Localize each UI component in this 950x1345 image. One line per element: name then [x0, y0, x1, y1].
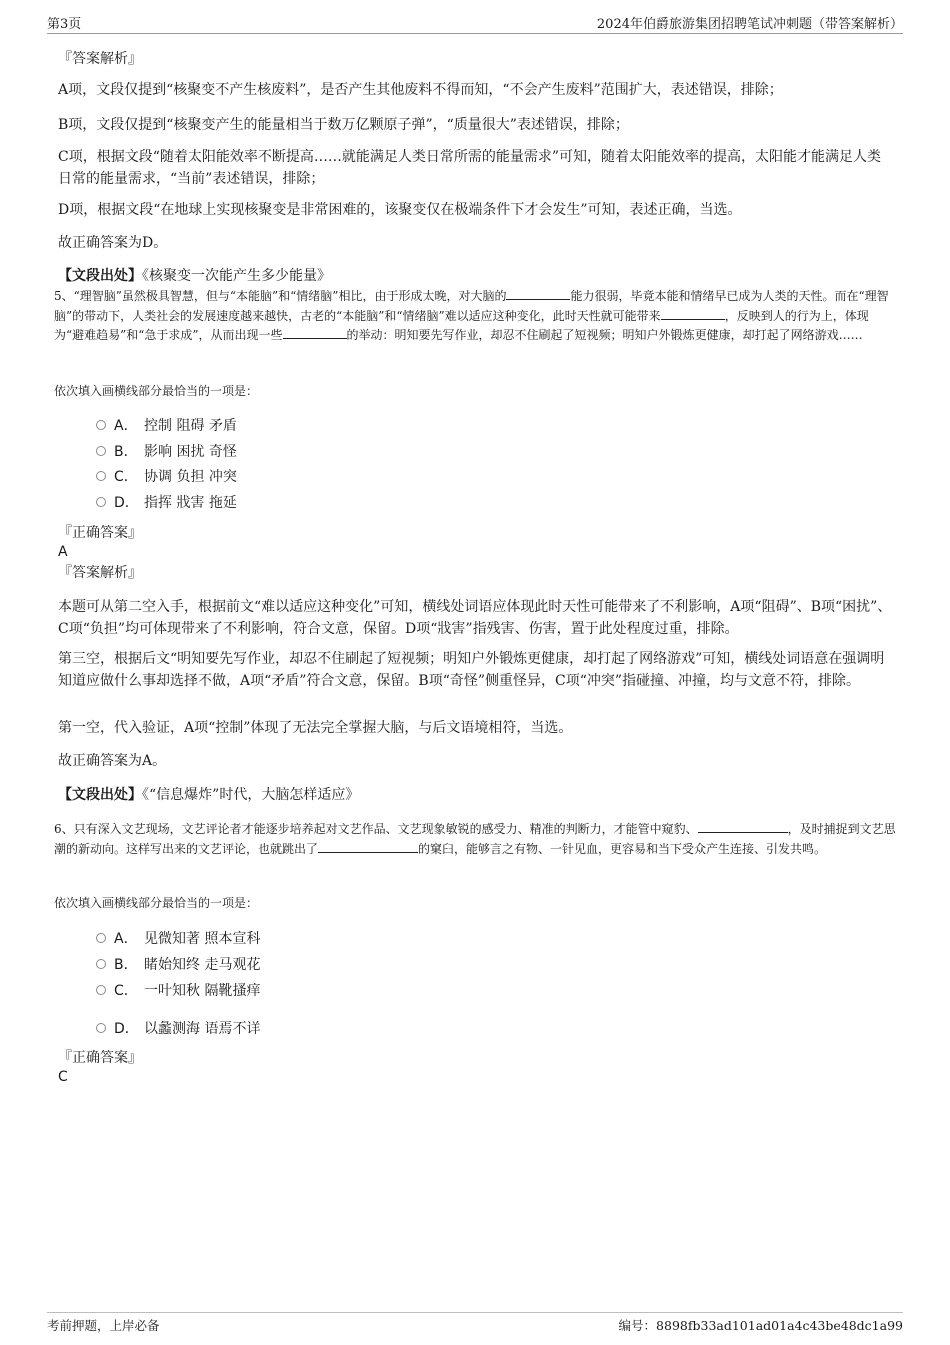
source-label: 【文段出处】	[58, 268, 142, 284]
option-letter: A．	[114, 418, 138, 434]
option-text: 协调 负担 冲突	[144, 469, 237, 485]
conclusion: 故正确答案为D。	[58, 235, 168, 251]
source-line	[58, 784, 894, 806]
option-text: 控制 阻碍 矛盾	[144, 418, 237, 434]
page-footer	[47, 1312, 903, 1333]
analysis-paragraph-1: 本题可从第二空入手，根据前文“难以适应这种变化”可知，横线处词语应体现此时天性可能带来了不利影响，A项“阻碍”、B项“困扰”、C项“负担”均可体现带来了不利影响，符合文意，保留。D项“戕害”指残害、伤害，置于此处程度过重，排除。	[58, 599, 892, 637]
option-text: 一叶知秋 隔靴搔痒	[144, 983, 261, 999]
option-b[interactable]	[96, 442, 237, 462]
document-title: 2024年伯爵旅游集团招聘笔试冲刺题（带答案解析）	[596, 17, 903, 32]
option-text: 见微知著 照本宣科	[144, 931, 261, 947]
fill-blank-2	[661, 307, 725, 320]
question-5-stem	[54, 287, 898, 346]
radio-icon[interactable]	[96, 446, 106, 456]
stem-text: 的举动：明知要先写作业，却忍不住刷起了短视频；明知户外锻	[346, 328, 683, 342]
fill-blank-1	[698, 820, 788, 833]
option-a[interactable]	[96, 416, 237, 436]
analysis-label: 『答案解析』	[58, 565, 142, 581]
option-letter: C．	[114, 983, 138, 999]
radio-icon[interactable]	[96, 933, 106, 943]
stem-text: 生连接、引发共鸣。	[718, 841, 827, 856]
page-header	[47, 13, 903, 34]
option-text: 影响 困扰 奇怪	[144, 444, 237, 460]
correct-answer-label: 『正确答案』	[58, 525, 142, 541]
source-line	[58, 265, 894, 287]
footer-slogan: 考前押题，上岸必备	[47, 1318, 160, 1333]
source-label: 【文段出处】	[58, 787, 142, 803]
analysis-paragraph-d: D项，根据文段“在地球上实现核聚变是非常困难的，该聚变仅在极端条件下才会发生”可知，表述正确，当选。	[58, 202, 742, 218]
analysis-paragraph-2: 第三空，根据后文“明知要先写作业，却忍不住刷起了短视频；明知户外锻炼更健康，却打起了网络游戏”可知，横线处词语意在强调明知道应做什么事却选择不做，A项“矛盾”符合文意，保留。B项“奇怪”侧重怪异，C项“冲突”指碰撞、冲撞，均与文意不符，排除。	[58, 651, 885, 689]
analysis-paragraph-c: C项，根据文段“随着太阳能效率不断提高……就能满足人类日常所需的能量需求”可知，随着太阳能效率的提高，太阳能才能满足人类日常的能量需求，“当前”表述错误，排除；	[58, 149, 882, 187]
analysis-paragraph-3: 第一空，代入验证，A项“控制”体现了无法完全掌握大脑，与后文语境相符，当选。	[58, 720, 573, 736]
stem-text: ，	[787, 822, 800, 836]
correct-answer: C	[58, 1069, 68, 1085]
source-title: 《“信息爆炸”时代，大脑怎样适应》	[142, 787, 360, 803]
stem-text: 的窠臼，能够言之有物、一针见血，更容易和当下受众产	[418, 841, 719, 856]
stem-text: 炼更健康，却打起了网络游戏……	[682, 328, 863, 342]
option-letter: D．	[114, 1021, 139, 1037]
option-a[interactable]	[96, 929, 260, 949]
option-text: 以蠡测海 语焉不详	[144, 1021, 261, 1037]
question-6-stem	[54, 820, 898, 859]
analysis-paragraph-a: A项，文段仅提到“核聚变不产生核废料”，是否产生其他废料不得而知，“不会产生废料”范围扩大，表述错误，排除；	[58, 82, 783, 98]
question-6-instruction: 依次填入画横线部分最恰当的一项是：	[54, 896, 259, 910]
option-d[interactable]	[96, 1019, 260, 1039]
option-c[interactable]	[96, 981, 260, 1001]
stem-text: 性。而在“理智脑”的带动下，人类社会的发展速度越来越快，古老的“本能脑”和“情绪脑”难以适应这种变化，此时天性就可能带来	[54, 289, 889, 323]
option-b[interactable]	[96, 955, 260, 975]
option-letter: D．	[114, 495, 139, 511]
fill-blank-2	[318, 840, 418, 853]
radio-icon[interactable]	[96, 985, 106, 995]
source-title: 《核聚变一次能产生多少能量》	[142, 268, 331, 284]
stem-text: 6、只有深入文艺现场，文艺评论者才能逐步培养起对文艺作品、文艺现象敏锐的感受力、精准的判断力，才能管中窥豹、	[54, 822, 698, 836]
option-letter: B．	[114, 444, 138, 460]
fill-blank-3	[283, 326, 347, 339]
analysis-label: 『答案解析』	[58, 51, 142, 67]
stem-text: 能力很弱，毕竟本能和情绪早已成为人类的天	[570, 289, 811, 303]
radio-icon[interactable]	[96, 471, 106, 481]
page-number: 第3页	[47, 17, 82, 32]
correct-answer: A	[58, 544, 68, 560]
radio-icon[interactable]	[96, 959, 106, 969]
analysis-paragraph-b: B项，文段仅提到“核聚变产生的能量相当于数万亿颗原子弹”，“质量很大”表述错误，排除；	[58, 117, 629, 133]
document-id: 编号：8898fb33ad101ad01a4c43be48dc1a99	[618, 1318, 903, 1333]
radio-icon[interactable]	[96, 420, 106, 430]
option-letter: B．	[114, 957, 138, 973]
radio-icon[interactable]	[96, 497, 106, 507]
stem-text: 及时捕捉到文艺思潮的新动向。这样写出来的文艺评论，也就跳出了	[54, 822, 896, 856]
question-5-instruction: 依次填入画横线部分最恰当的一项是：	[54, 384, 259, 398]
option-text: 睹始知终 走马观花	[144, 957, 261, 973]
option-c[interactable]	[96, 467, 237, 487]
stem-text: 反映到人的行为上，体现为“避难趋易”和“急于求成”，从而出现一些	[54, 308, 869, 342]
option-letter: C．	[114, 469, 138, 485]
fill-blank-1	[506, 287, 570, 300]
stem-text: ，	[724, 308, 737, 323]
stem-text: 5、“理智脑”虽然极具智慧，但与“本能脑”和“情绪脑”相比，由于形成太晚，对大脑的	[54, 289, 507, 303]
option-d[interactable]	[96, 493, 237, 513]
option-text: 指挥 戕害 拖延	[144, 495, 237, 511]
radio-icon[interactable]	[96, 1023, 106, 1033]
conclusion: 故正确答案为A。	[58, 753, 167, 769]
correct-answer-label: 『正确答案』	[58, 1050, 142, 1066]
option-letter: A．	[114, 931, 138, 947]
